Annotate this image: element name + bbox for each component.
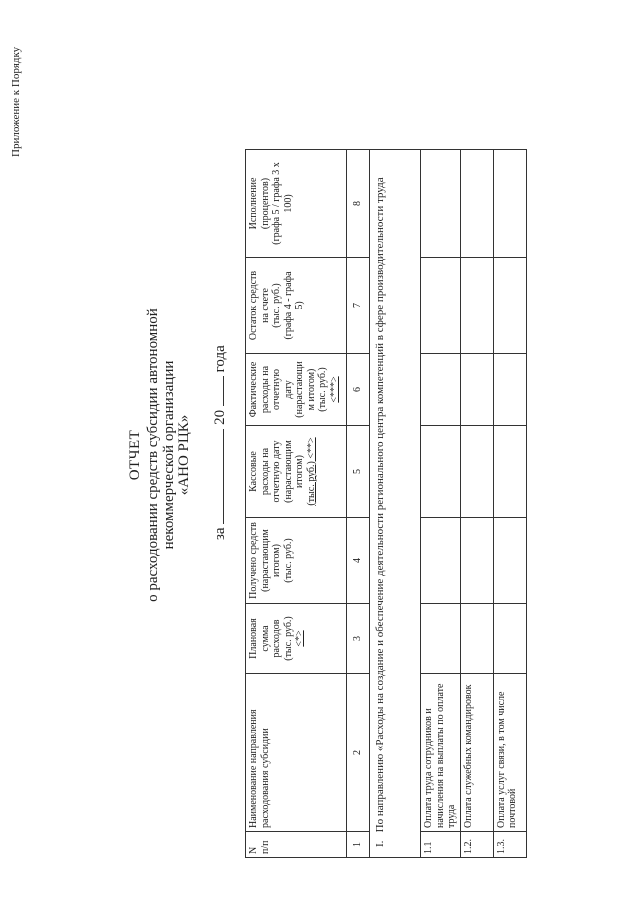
header-line: отчетную (271, 369, 282, 410)
column-number-4: 4 (347, 518, 370, 604)
header-line: (нарастающи (294, 361, 305, 418)
empty-value-cell[interactable] (421, 150, 461, 258)
organization-name: «АНО РЦК» (176, 414, 192, 496)
column-number-6: 6 (347, 354, 370, 426)
header-cell-6 (246, 354, 347, 426)
column-number-2: 2 (347, 674, 370, 832)
header-line: Остаток средств (248, 270, 259, 341)
header-line: (тыс. руб.) <**> (305, 437, 317, 506)
header-line: сумма (259, 625, 271, 652)
header-line: 5) (294, 301, 305, 310)
header-line: п/п (259, 840, 271, 854)
header-line: на счете (259, 288, 271, 323)
header-line: дату (282, 380, 294, 399)
empty-value-cell[interactable] (460, 426, 493, 518)
column-number-5: 5 (347, 426, 370, 518)
empty-value-cell[interactable] (421, 258, 461, 354)
header-line: <***> (328, 376, 340, 403)
column-number-row (347, 150, 370, 858)
column-number-7: 7 (347, 258, 370, 354)
header-line: итогом) (271, 544, 282, 577)
empty-value-cell[interactable] (493, 518, 526, 604)
empty-value-cell[interactable] (421, 604, 461, 674)
header-line: Получено средств (248, 522, 259, 599)
row-code: 1.3. (493, 832, 526, 858)
empty-value-cell[interactable] (460, 150, 493, 258)
header-cell-2 (246, 674, 347, 832)
period-blank (223, 429, 224, 524)
header-line: расходы на (259, 365, 271, 414)
table-header-row (246, 150, 347, 858)
header-line: 100) (282, 194, 294, 213)
empty-value-cell[interactable] (460, 518, 493, 604)
empty-value-cell[interactable] (460, 354, 493, 426)
column-number-3: 3 (347, 604, 370, 674)
header-line: расходы на (259, 447, 271, 496)
period-suffix: года (212, 345, 228, 373)
section-number: I. (374, 840, 386, 847)
report-subtitle-line-1: о расходовании средств субсидии автономной (145, 308, 161, 602)
header-line: <*> (294, 630, 305, 647)
header-line: расходования субсидии (259, 728, 271, 828)
empty-value-cell[interactable] (493, 604, 526, 674)
year-blank (223, 376, 224, 406)
report-subtitle-line-2: некоммерческой организации (161, 360, 177, 550)
empty-value-cell[interactable] (421, 426, 461, 518)
header-line: (нарастающим (259, 529, 271, 592)
empty-value-cell[interactable] (460, 604, 493, 674)
column-number-1: 1 (347, 832, 370, 858)
section-title: По направлению «Расходы на создание и обеспечение деятельности регионального центра компетенций в сфере производительности труда (374, 177, 386, 833)
header-line: отчетную дату (271, 440, 282, 503)
subsidy-report-table (245, 149, 527, 858)
header-line: Фактические (248, 361, 259, 418)
table-row (421, 150, 461, 858)
empty-value-cell[interactable] (493, 426, 526, 518)
column-number-8: 8 (347, 150, 370, 258)
section-cell (370, 150, 421, 858)
header-line: N (248, 846, 259, 854)
header-line: (тыс. руб.) (271, 283, 282, 328)
section-row (370, 150, 421, 858)
row-name: Оплата услуг связи, в том числе почтовой (493, 674, 526, 832)
header-cell-3 (246, 604, 347, 674)
header-line: (тыс. руб.) (282, 616, 294, 661)
empty-value-cell[interactable] (421, 518, 461, 604)
header-line: (тыс. руб.) (317, 367, 328, 412)
appendix-note: Приложение к Порядку (10, 46, 22, 157)
empty-value-cell[interactable] (493, 150, 526, 258)
row-name: Оплата служебных командировок (460, 674, 493, 832)
table-row (460, 150, 493, 858)
report-title: ОТЧЕТ (127, 429, 143, 481)
empty-value-cell[interactable] (493, 354, 526, 426)
header-line: расходов (271, 619, 282, 658)
header-line: Исполнение (248, 177, 259, 230)
header-line: (нарастающим (282, 440, 294, 503)
empty-value-cell[interactable] (493, 258, 526, 354)
header-line: (тыс. руб.) (282, 538, 294, 583)
header-cell-5 (246, 426, 347, 518)
row-name: Оплата труда сотрудников и начисления на выплаты по оплате труда (421, 674, 461, 832)
header-cell-1 (246, 832, 347, 858)
header-line: (процентов) (259, 177, 271, 230)
header-line: (графа 5 / графа 3 x (271, 162, 282, 245)
header-line: (графа 4 - графа (282, 271, 294, 340)
header-line: Наименование направления (248, 709, 259, 828)
empty-value-cell[interactable] (460, 258, 493, 354)
table-row (493, 150, 526, 858)
period-prefix: за (212, 527, 228, 540)
header-line: м итогом) (305, 368, 317, 411)
row-code: 1.1 (421, 832, 461, 858)
header-line: итогом) (294, 455, 305, 488)
header-cell-4 (246, 518, 347, 604)
header-line: Кассовые (248, 451, 259, 492)
empty-value-cell[interactable] (421, 354, 461, 426)
header-line: Плановая (248, 618, 259, 659)
header-cell-8 (246, 150, 347, 258)
header-cell-7 (246, 258, 347, 354)
row-code: 1.2. (460, 832, 493, 858)
report-period (212, 345, 229, 540)
period-year-prefix: 20 (212, 409, 228, 425)
